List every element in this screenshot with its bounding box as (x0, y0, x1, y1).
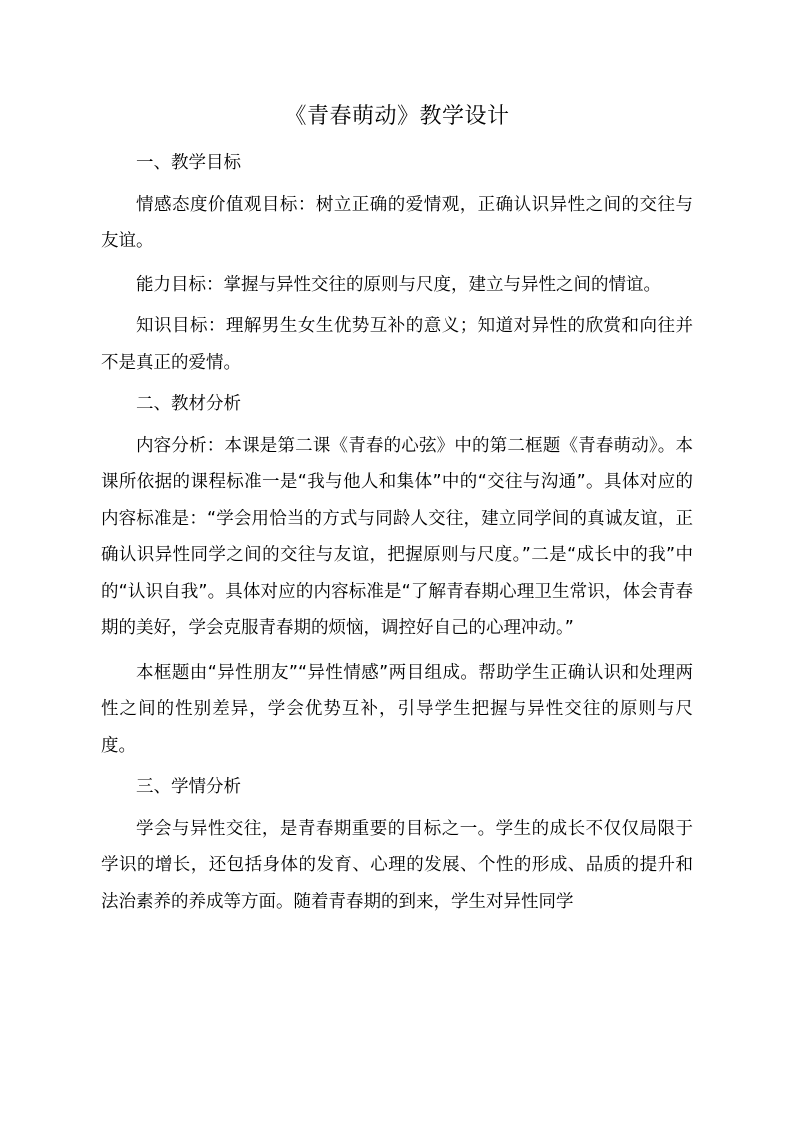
section-heading-learner-analysis: 三、学情分析 (136, 777, 241, 797)
paragraph-unit-composition: 本框题由“异性朋友”“异性情感”两目组成。帮助学生正确认识和处理两性之间的性别差异，学会优势互补，引导学生把握与异性交往的原则与尺度。 (101, 662, 693, 756)
paragraph-content-analysis: 内容分析：本课是第二课《青春的心弦》中的第二框题《青春萌动》。本课所依据的课程标准一是“我与他人和集体”中的“交往与沟通”。具体对应的内容标准是：“学会用恰当的方式与同龄人交往，建立同学间的真诚友谊，正确认识异性同学之间的交往与友谊，把握原则与尺度。”二是“成长中的我”中的“认识自我”。具体对应的内容标准是“了解青春期心理卫生常识，体会青春期的美好，学会克服青春期的烦恼，调控好自己的心理冲动。” (101, 435, 693, 638)
paragraph-knowledge-goal: 知识目标：理解男生女生优势互补的意义；知道对异性的欣赏和向往并不是真正的爱情。 (101, 316, 693, 373)
document-title: 《青春萌动》教学设计 (284, 104, 510, 129)
paragraph-emotional-goal: 情感态度价值观目标：树立正确的爱情观，正确认识异性之间的交往与友谊。 (101, 194, 693, 251)
section-heading-objectives: 一、教学目标 (136, 153, 241, 173)
paragraph-ability-goal: 能力目标：掌握与异性交往的原则与尺度，建立与异性之间的情谊。 (136, 274, 661, 295)
document-body (101, 145, 693, 920)
section-heading-textbook-analysis: 二、教材分析 (136, 394, 241, 414)
paragraph-learner-analysis: 学会与异性交往，是青春期重要的目标之一。学生的成长不仅仅局限于学识的增长，还包括身体的发育、心理的发展、个性的形成、品质的提升和法治素养的养成等方面。随着青春期的到来，学生对异性同学 (101, 818, 693, 912)
